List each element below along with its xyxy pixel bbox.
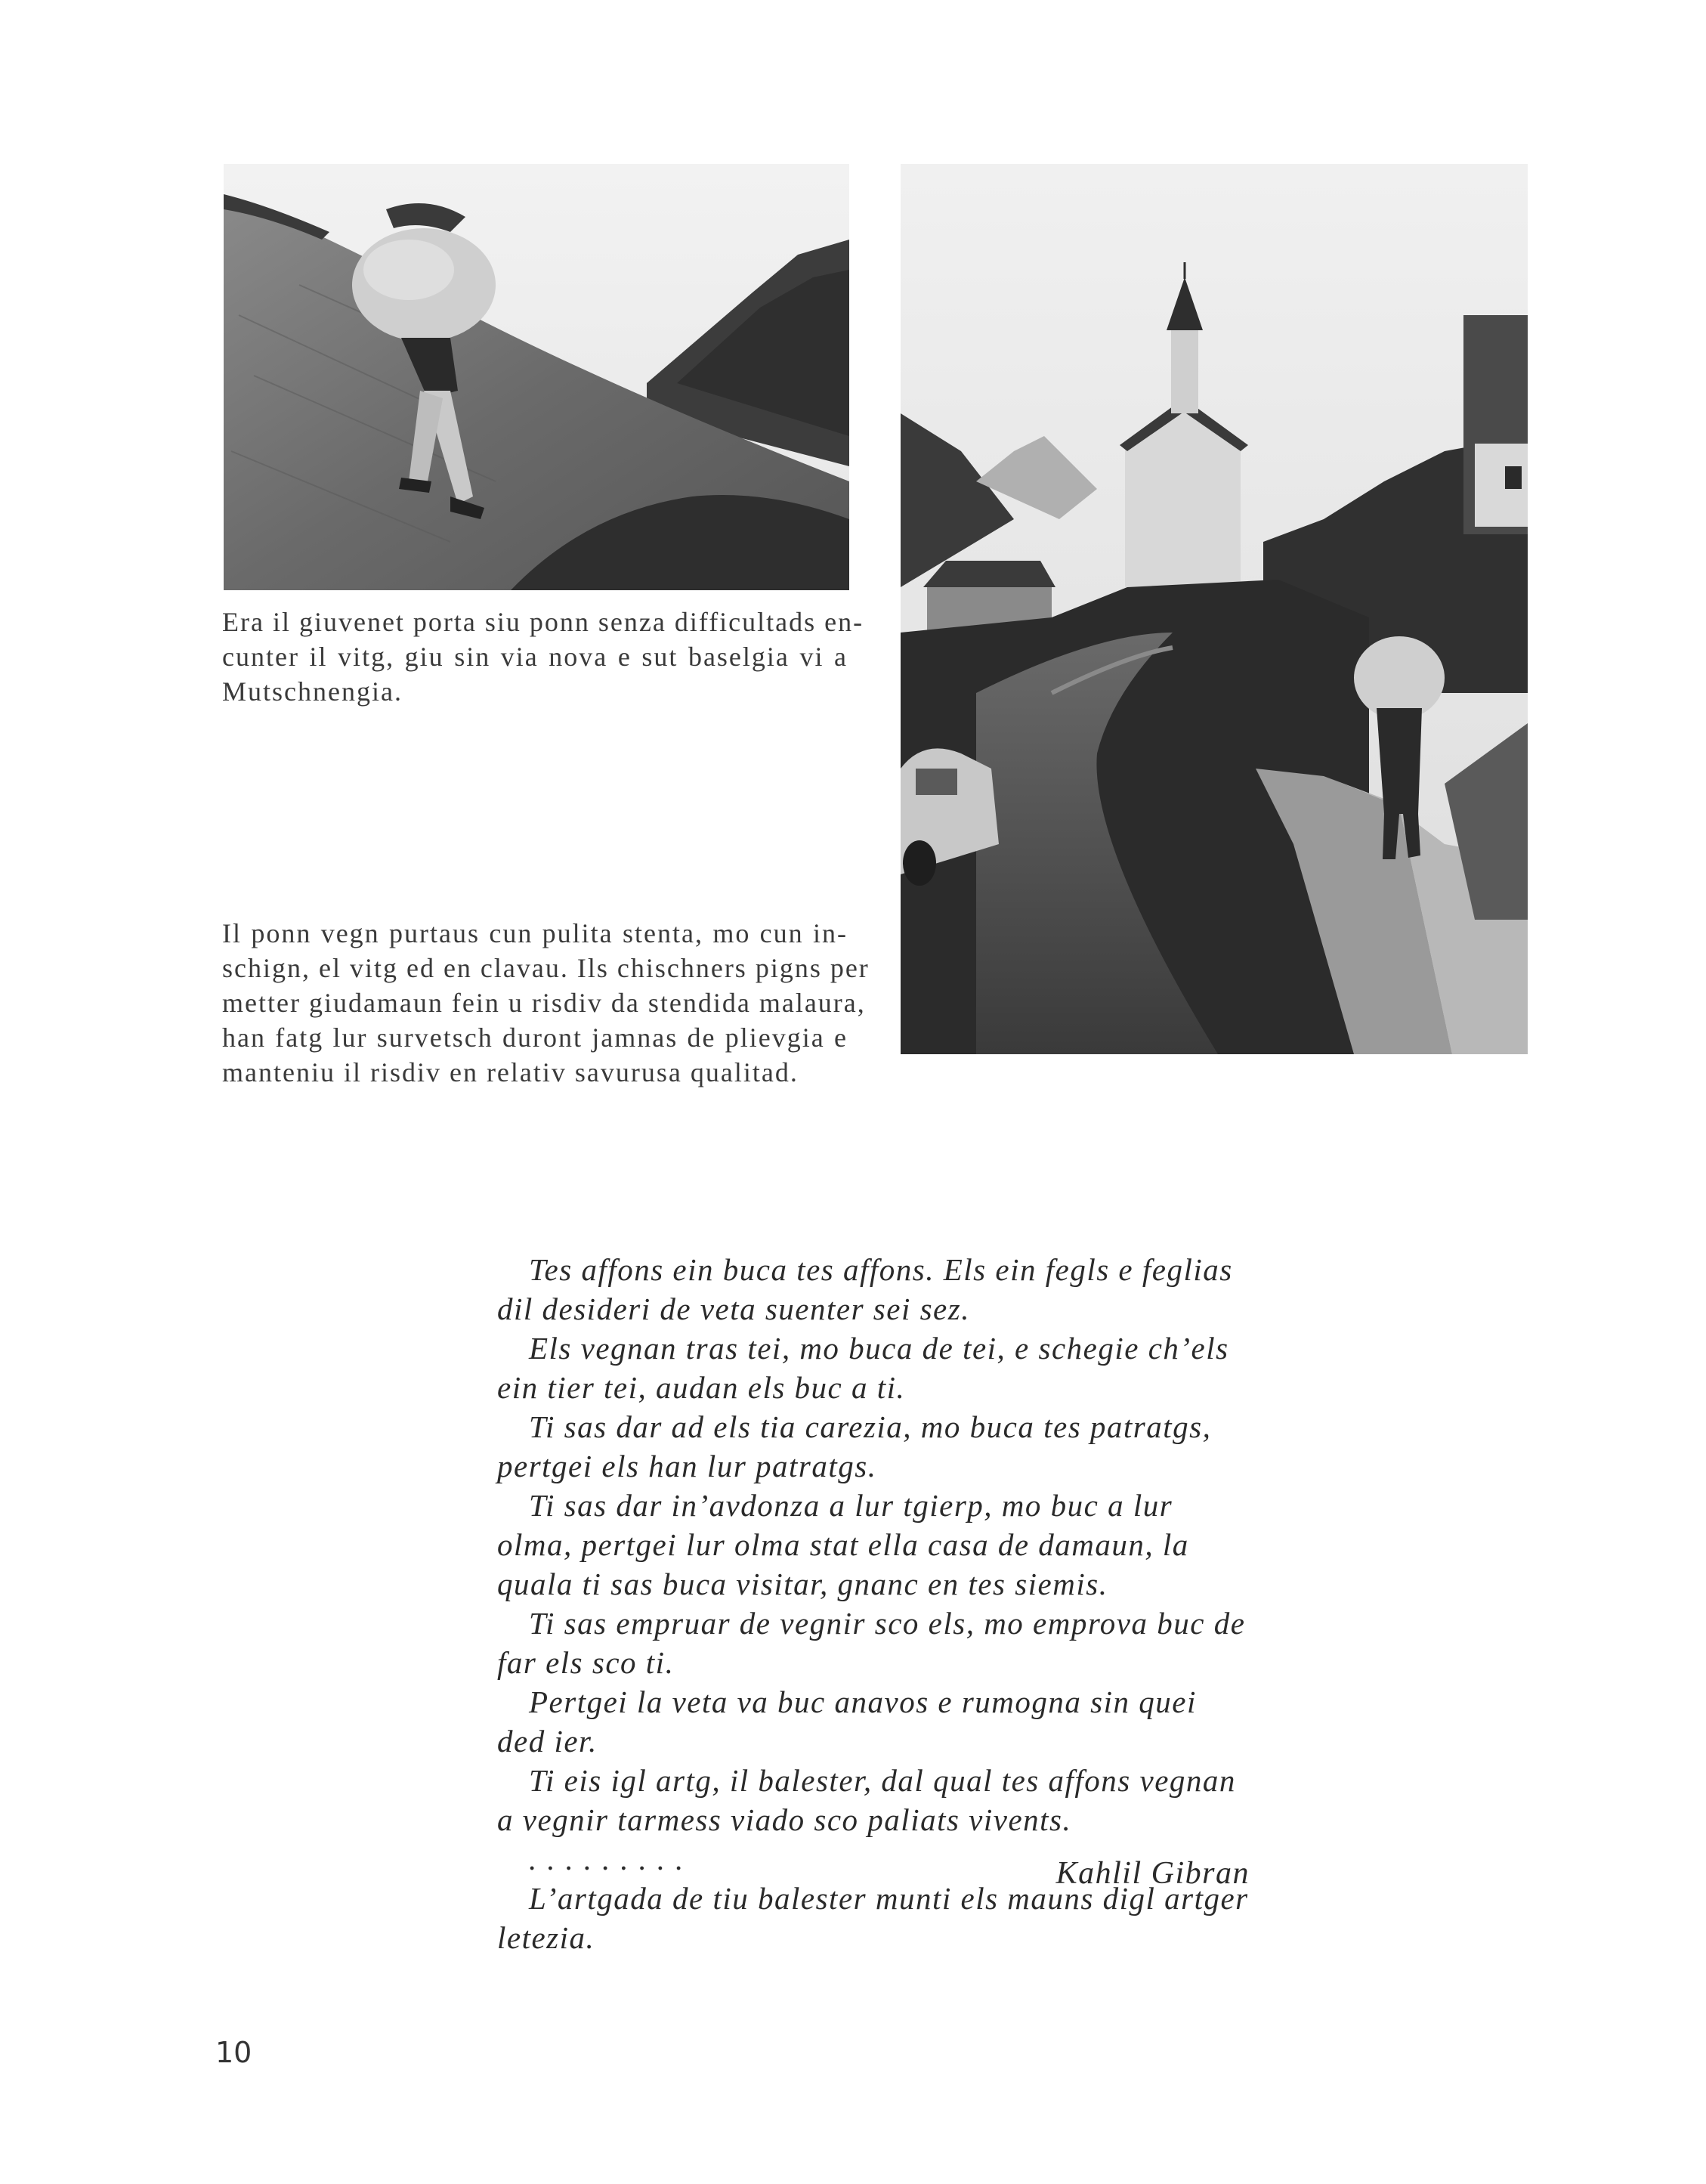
photo-1-caption bbox=[222, 605, 864, 709]
caption-line: Era il giuvenet porta siu ponn senza difficultads en- bbox=[222, 607, 864, 637]
poem-line: dil desideri de veta suenter sei sez. bbox=[497, 1292, 970, 1326]
poem-line: Ti eis igl artg, il balester, dal qual tes affons vegnan bbox=[529, 1763, 1236, 1798]
poem-line: Ti sas dar in’avdonza a lur tgierp, mo buc a lur bbox=[529, 1488, 1173, 1523]
poem-line: far els sco ti. bbox=[497, 1645, 675, 1680]
poem-line: Ti sas empruar de vegnir sco els, mo emprova buc de bbox=[529, 1606, 1246, 1641]
caption-line: schign, el vitg ed en clavau. Ils chischners pigns per bbox=[222, 953, 870, 983]
photo-2-caption bbox=[222, 916, 870, 1090]
caption-line: Mutschnengia. bbox=[222, 676, 403, 707]
caption-line: Il ponn vegn purtaus cun pulita stenta, mo cun in- bbox=[222, 918, 848, 948]
photo-village-road-with-church bbox=[901, 164, 1528, 1054]
caption-line: cunter il vitg, giu sin via nova e sut baselgia vi a bbox=[222, 642, 848, 672]
poem-line: quala ti sas buca visitar, gnanc en tes siemis. bbox=[497, 1567, 1108, 1601]
photo-man-carrying-sack-on-slope bbox=[224, 164, 849, 590]
caption-line: metter giudamaun fein u risdiv da stendida malaura, bbox=[222, 988, 866, 1018]
poem-line: pertgei els han lur patratgs. bbox=[497, 1449, 877, 1483]
poem-line: olma, pertgei lur olma stat ella casa de damaun, la bbox=[497, 1527, 1189, 1562]
poem-line: ded ier. bbox=[497, 1724, 598, 1759]
caption-line: han fatg lur survetsch duront jamnas de plievgia e bbox=[222, 1022, 848, 1053]
poem-line: ......... bbox=[529, 1842, 694, 1876]
poem-text bbox=[497, 1250, 1253, 1957]
poem-line: letezia. bbox=[497, 1920, 595, 1955]
poem-author: Kahlil Gibran bbox=[1055, 1856, 1250, 1891]
poem-line: Tes affons ein buca tes affons. Els ein fegls e feglias bbox=[529, 1252, 1233, 1287]
poem-line: Pertgei la veta va buc anavos e rumogna sin quei bbox=[529, 1684, 1197, 1719]
poem-line: Els vegnan tras tei, mo buca de tei, e schegie ch’els bbox=[529, 1331, 1229, 1366]
poem-line: a vegnir tarmess viado sco paliats vivents. bbox=[497, 1802, 1072, 1837]
poem-line: L’artgada de tiu balester munti els mauns digl artger bbox=[529, 1881, 1249, 1916]
poem-line: ein tier tei, audan els buc a ti. bbox=[497, 1370, 906, 1405]
poem-line: Ti sas dar ad els tia carezia, mo buca tes patratgs, bbox=[529, 1409, 1212, 1444]
page-number: 10 bbox=[215, 2036, 252, 2069]
caption-line: manteniu il risdiv en relativ savurusa qualitad. bbox=[222, 1057, 799, 1087]
